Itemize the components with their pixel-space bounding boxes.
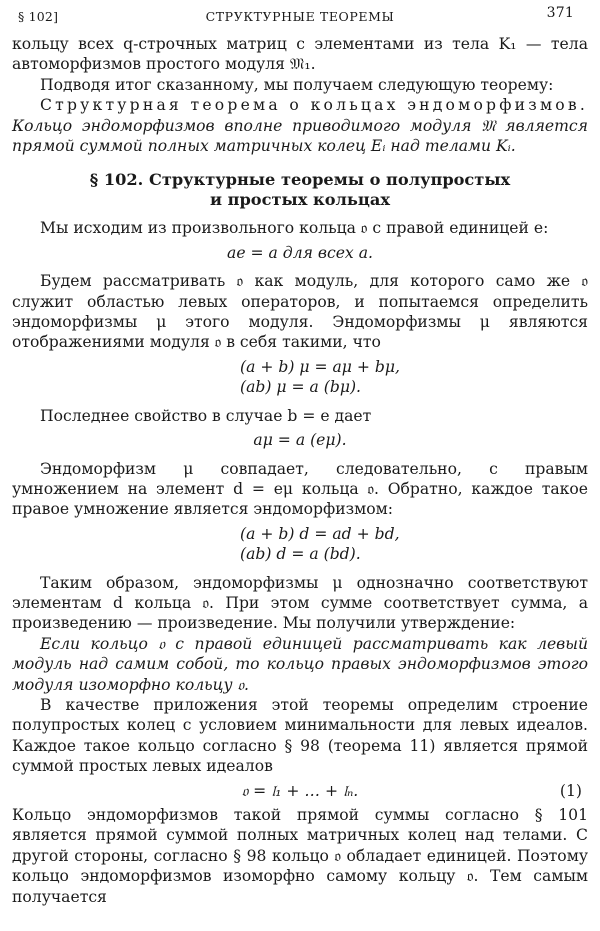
equation-number: (1)	[559, 781, 582, 800]
theorem-title: Структурная теорема о кольцах эндоморфизмов.	[40, 96, 588, 115]
formula-operator: (ab) μ = a (bμ).	[240, 378, 362, 397]
formula-additivity: (a + b) μ = aμ + bμ,	[240, 357, 400, 376]
theorem-text: Кольцо эндоморфизмов вполне приводимого модуля 𝔐 является прямой суммой полных матричных колец Eᵢ над телами Kᵢ.	[12, 116, 588, 156]
page-body	[12, 34, 588, 907]
header-running-title: СТРУКТУРНЫЕ ТЕОРЕМЫ	[205, 9, 395, 24]
paragraph-1: Мы исходим из произвольного кольца 𝔬 с правой единицей e:	[40, 219, 549, 238]
section-title-line2: и простых кольцах	[210, 190, 390, 210]
paragraph-4: Эндоморфизм μ совпадает, следовательно, с правым умножением на элемент d = eμ кольца 𝔬. Обратно, каждое такое правое умножение является эндоморфизмом:	[12, 459, 588, 519]
formula-direct-sum	[12, 781, 588, 801]
paragraph-2: Будем рассматривать 𝔬 как модуль, для которого само же 𝔬 служит областью левых операторов, и попытаемся определить эндоморфизмы μ этого модуля. Эндоморфизмы μ являются отображениями модуля 𝔬 в себя такими, что	[12, 272, 588, 352]
formula-direct-sum-text: 𝔬 = 𝔩₁ + … + 𝔩ₙ.	[241, 781, 359, 800]
theorem-statement	[12, 95, 588, 156]
header-section-ref: § 102]	[18, 9, 59, 24]
formula-special-case: aμ = a (eμ).	[253, 431, 347, 450]
intro-continuation: кольцу всех q-строчных матриц с элементами из тела K₁ — тела автоморфизмов простого модуля 𝔐₁.	[12, 35, 588, 74]
formula-right-mult-add: (a + b) d = ad + bd,	[240, 524, 400, 543]
page-header	[12, 4, 588, 34]
formula-right-unit: ae = a для всех a.	[227, 243, 373, 262]
paragraph-8: Кольцо эндоморфизмов такой прямой суммы согласно § 101 является прямой суммой полных матричных колец над телами. С другой стороны, согласно § 98 кольцо 𝔬 обладает единицей. Поэтому кольцо эндоморфизмов изоморфно самому кольцу 𝔬. Тем самым получается	[12, 806, 588, 906]
page-number: 371	[546, 5, 574, 21]
paragraph-3: Последнее свойство в случае b = e дает	[40, 406, 372, 425]
formula-right-mult-assoc: (ab) d = a (bd).	[240, 545, 361, 564]
paragraph-7: В качестве приложения этой теоремы определим строение полупростых колец с условием минимальности для левых идеалов. Каждое такое кольцо согласно § 98 (теорема 11) является прямой суммой простых левых идеалов	[12, 695, 588, 776]
statement-isomorphism: Если кольцо 𝔬 с правой единицей рассматривать как левый модуль над самим собой, то кольцо правых эндоморфизмов этого модуля изоморфно кольцу 𝔬.	[12, 634, 588, 694]
intro-summary: Подводя итог сказанному, мы получаем следующую теорему:	[40, 75, 554, 94]
section-title-line1: § 102. Структурные теоремы о полупростых	[89, 170, 511, 190]
paragraph-5: Таким образом, эндоморфизмы μ однозначно соответствуют элементам d кольца 𝔬. При этом сумме соответствует сумма, а произведению — произведение. Мы получили утверждение:	[12, 573, 588, 633]
